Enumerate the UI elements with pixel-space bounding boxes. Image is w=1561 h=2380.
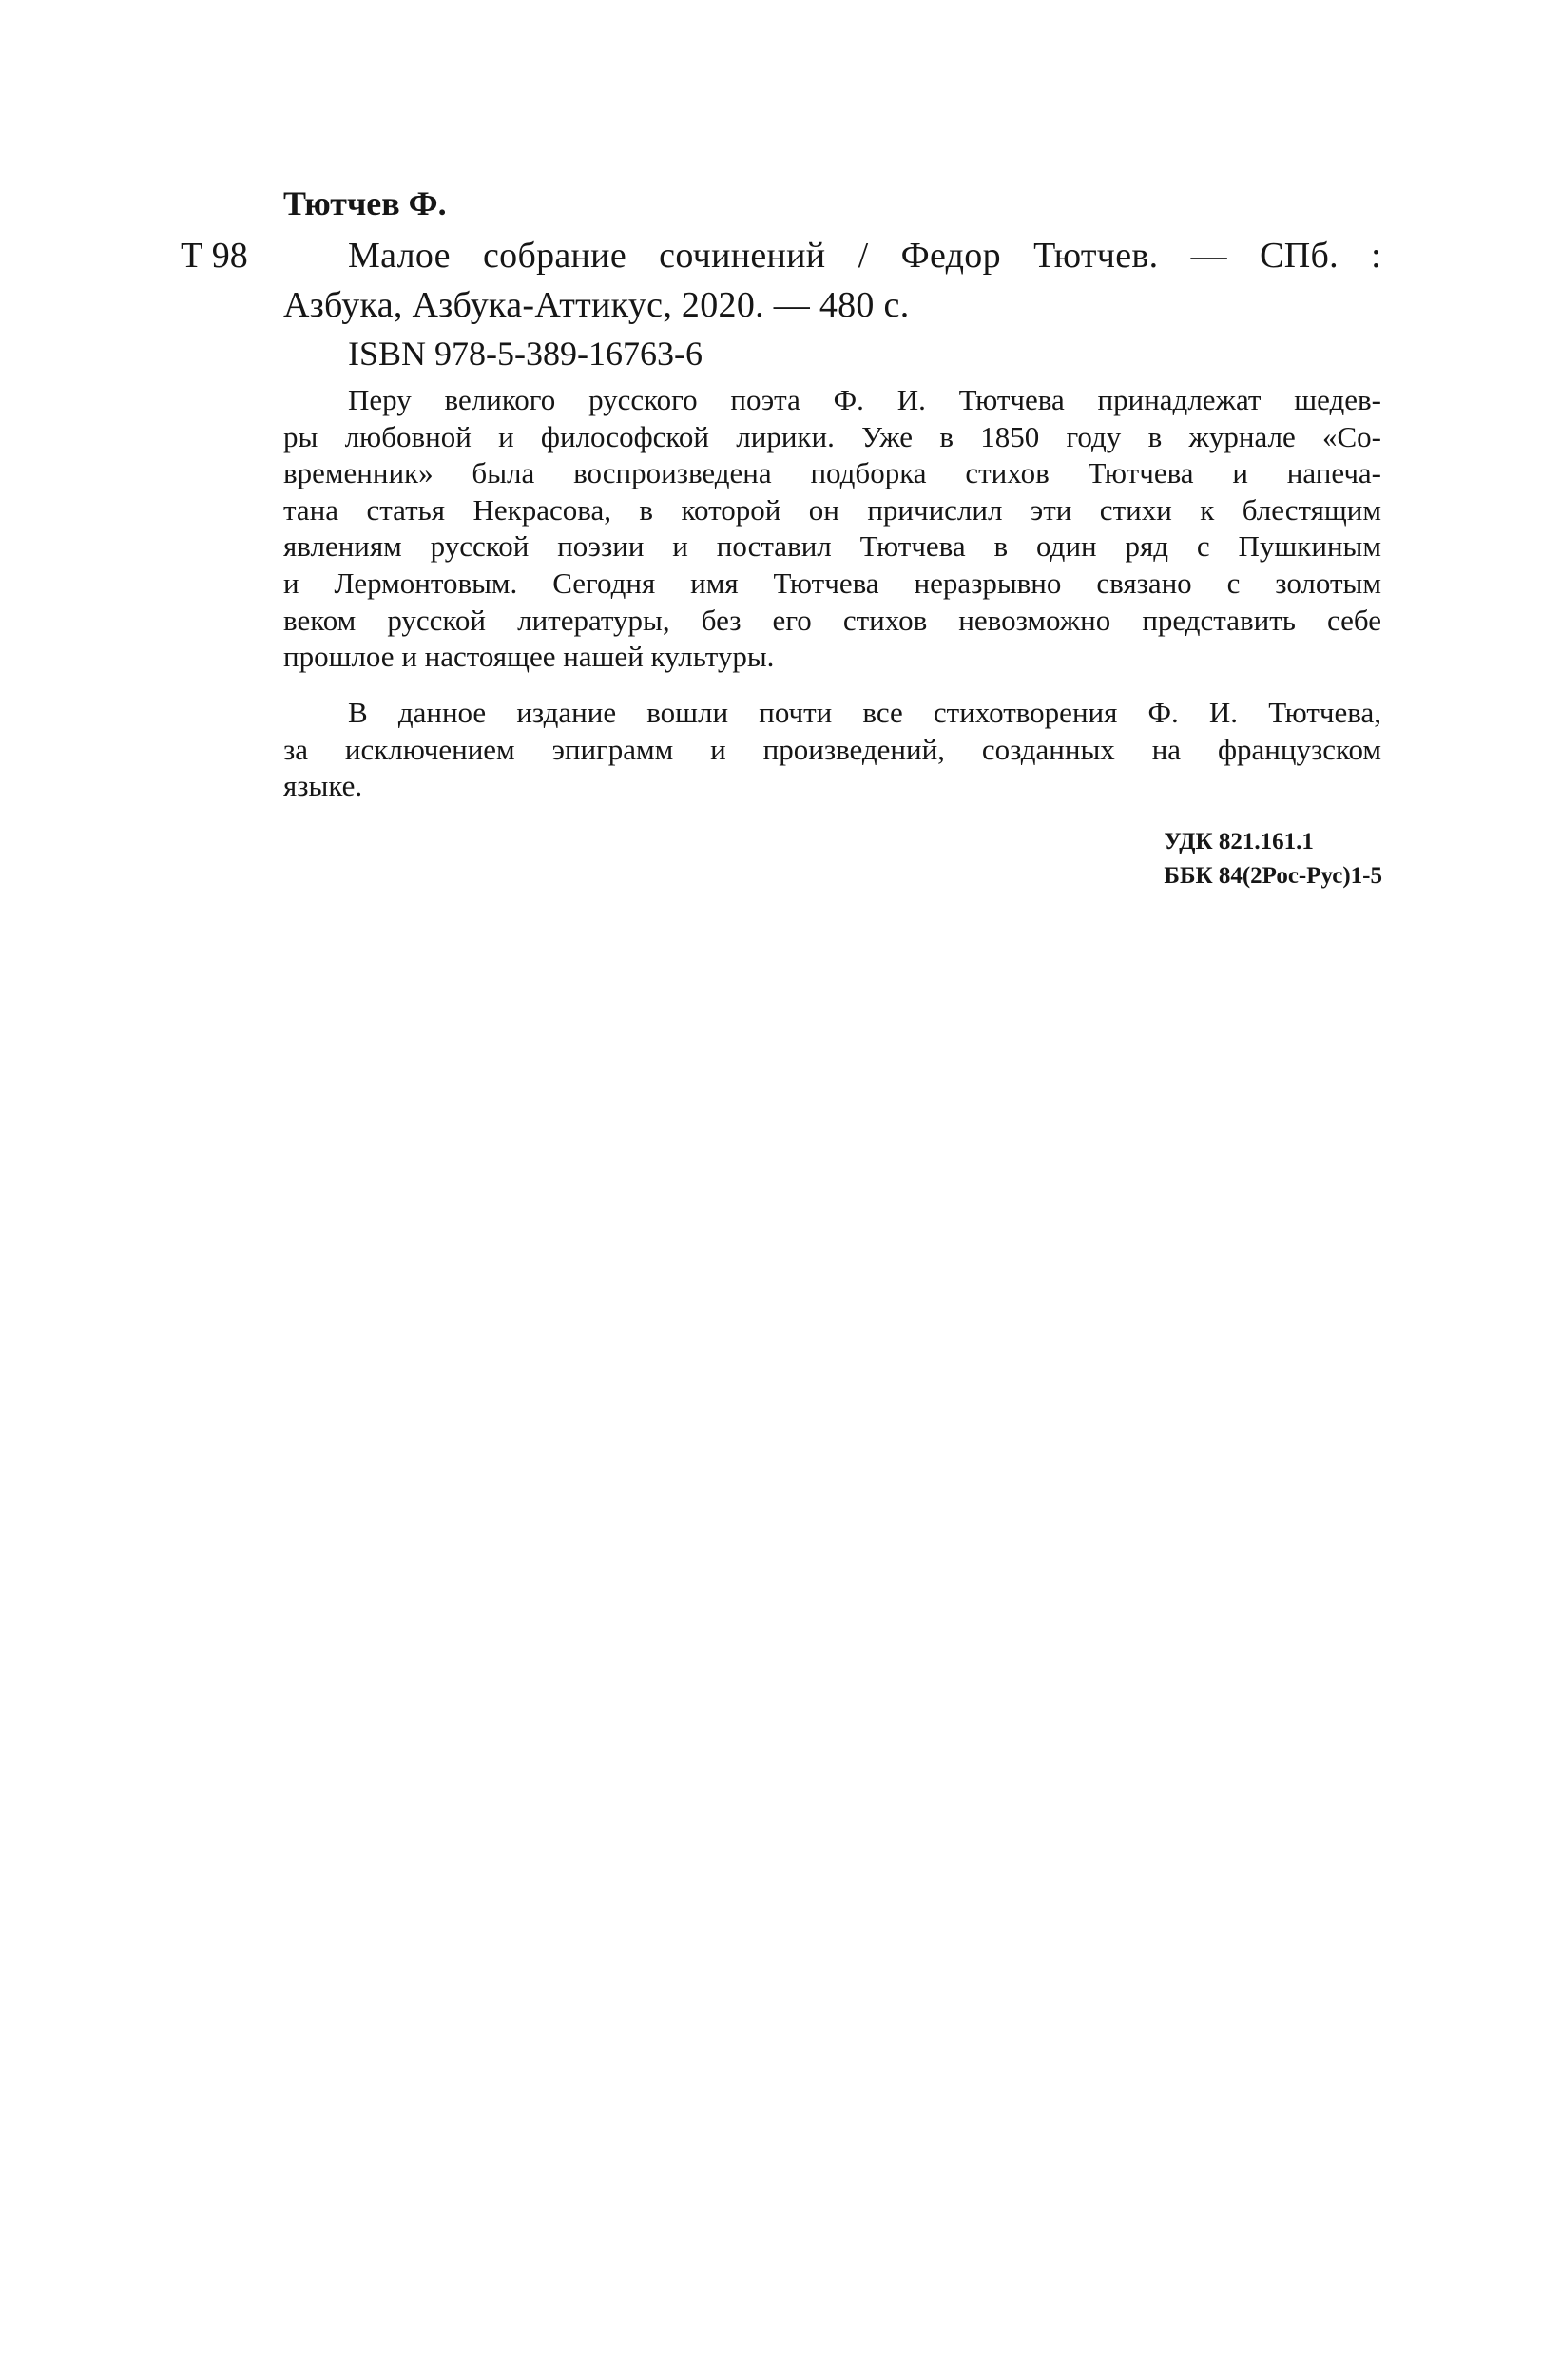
annotation-line: ры любовной и философской лирики. Уже в 1850 году в журнале «Со-	[283, 419, 1381, 453]
title-line-2: Азбука, Азбука-Аттикус, 2020. — 480 с.	[283, 285, 910, 325]
classification-codes	[1164, 825, 1382, 893]
annotation-line: явлениям русской поэзии и поставил Тютчева в один ряд с Пушкиным	[283, 529, 1381, 564]
title-entry	[283, 231, 1381, 330]
annotation-paragraph-2	[283, 695, 1381, 805]
annotation-paragraph-1	[283, 382, 1381, 676]
udk-code: УДК 821.161.1	[1164, 829, 1314, 854]
annotation-line: прошлое и настоящее нашей культуры.	[283, 640, 775, 674]
isbn: ISBN 978-5-389-16763-6	[348, 335, 703, 373]
author-heading: Тютчев Ф.	[283, 184, 447, 222]
author-mark: Т 98	[181, 236, 248, 276]
annotation-line: В данное издание вошли почти все стихотворения Ф. И. Тютчева,	[348, 696, 1381, 729]
annotation-line: Перу великого русского поэта Ф. И. Тютчева принадлежат шедев-	[348, 383, 1381, 416]
bbk-code: ББК 84(2Рос-Рус)1-5	[1164, 863, 1382, 889]
annotation-line: и Лермонтовым. Сегодня имя Тютчева неразрывно связано с золотым	[283, 566, 1381, 600]
annotation-line: за исключением эпиграмм и произведений, созданных на французском	[283, 732, 1381, 766]
annotation-line: языке.	[283, 769, 363, 803]
annotation-line: временник» была воспроизведена подборка стихов Тютчева и напеча-	[283, 456, 1381, 490]
annotation-line: веком русской литературы, без его стихов невозможно представить себе	[283, 603, 1381, 637]
title-line-1: Малое собрание сочинений / Федор Тютчев. — СПб. :	[348, 236, 1381, 276]
annotation-line: тана статья Некрасова, в которой он причислил эти стихи к блестящим	[283, 492, 1381, 527]
